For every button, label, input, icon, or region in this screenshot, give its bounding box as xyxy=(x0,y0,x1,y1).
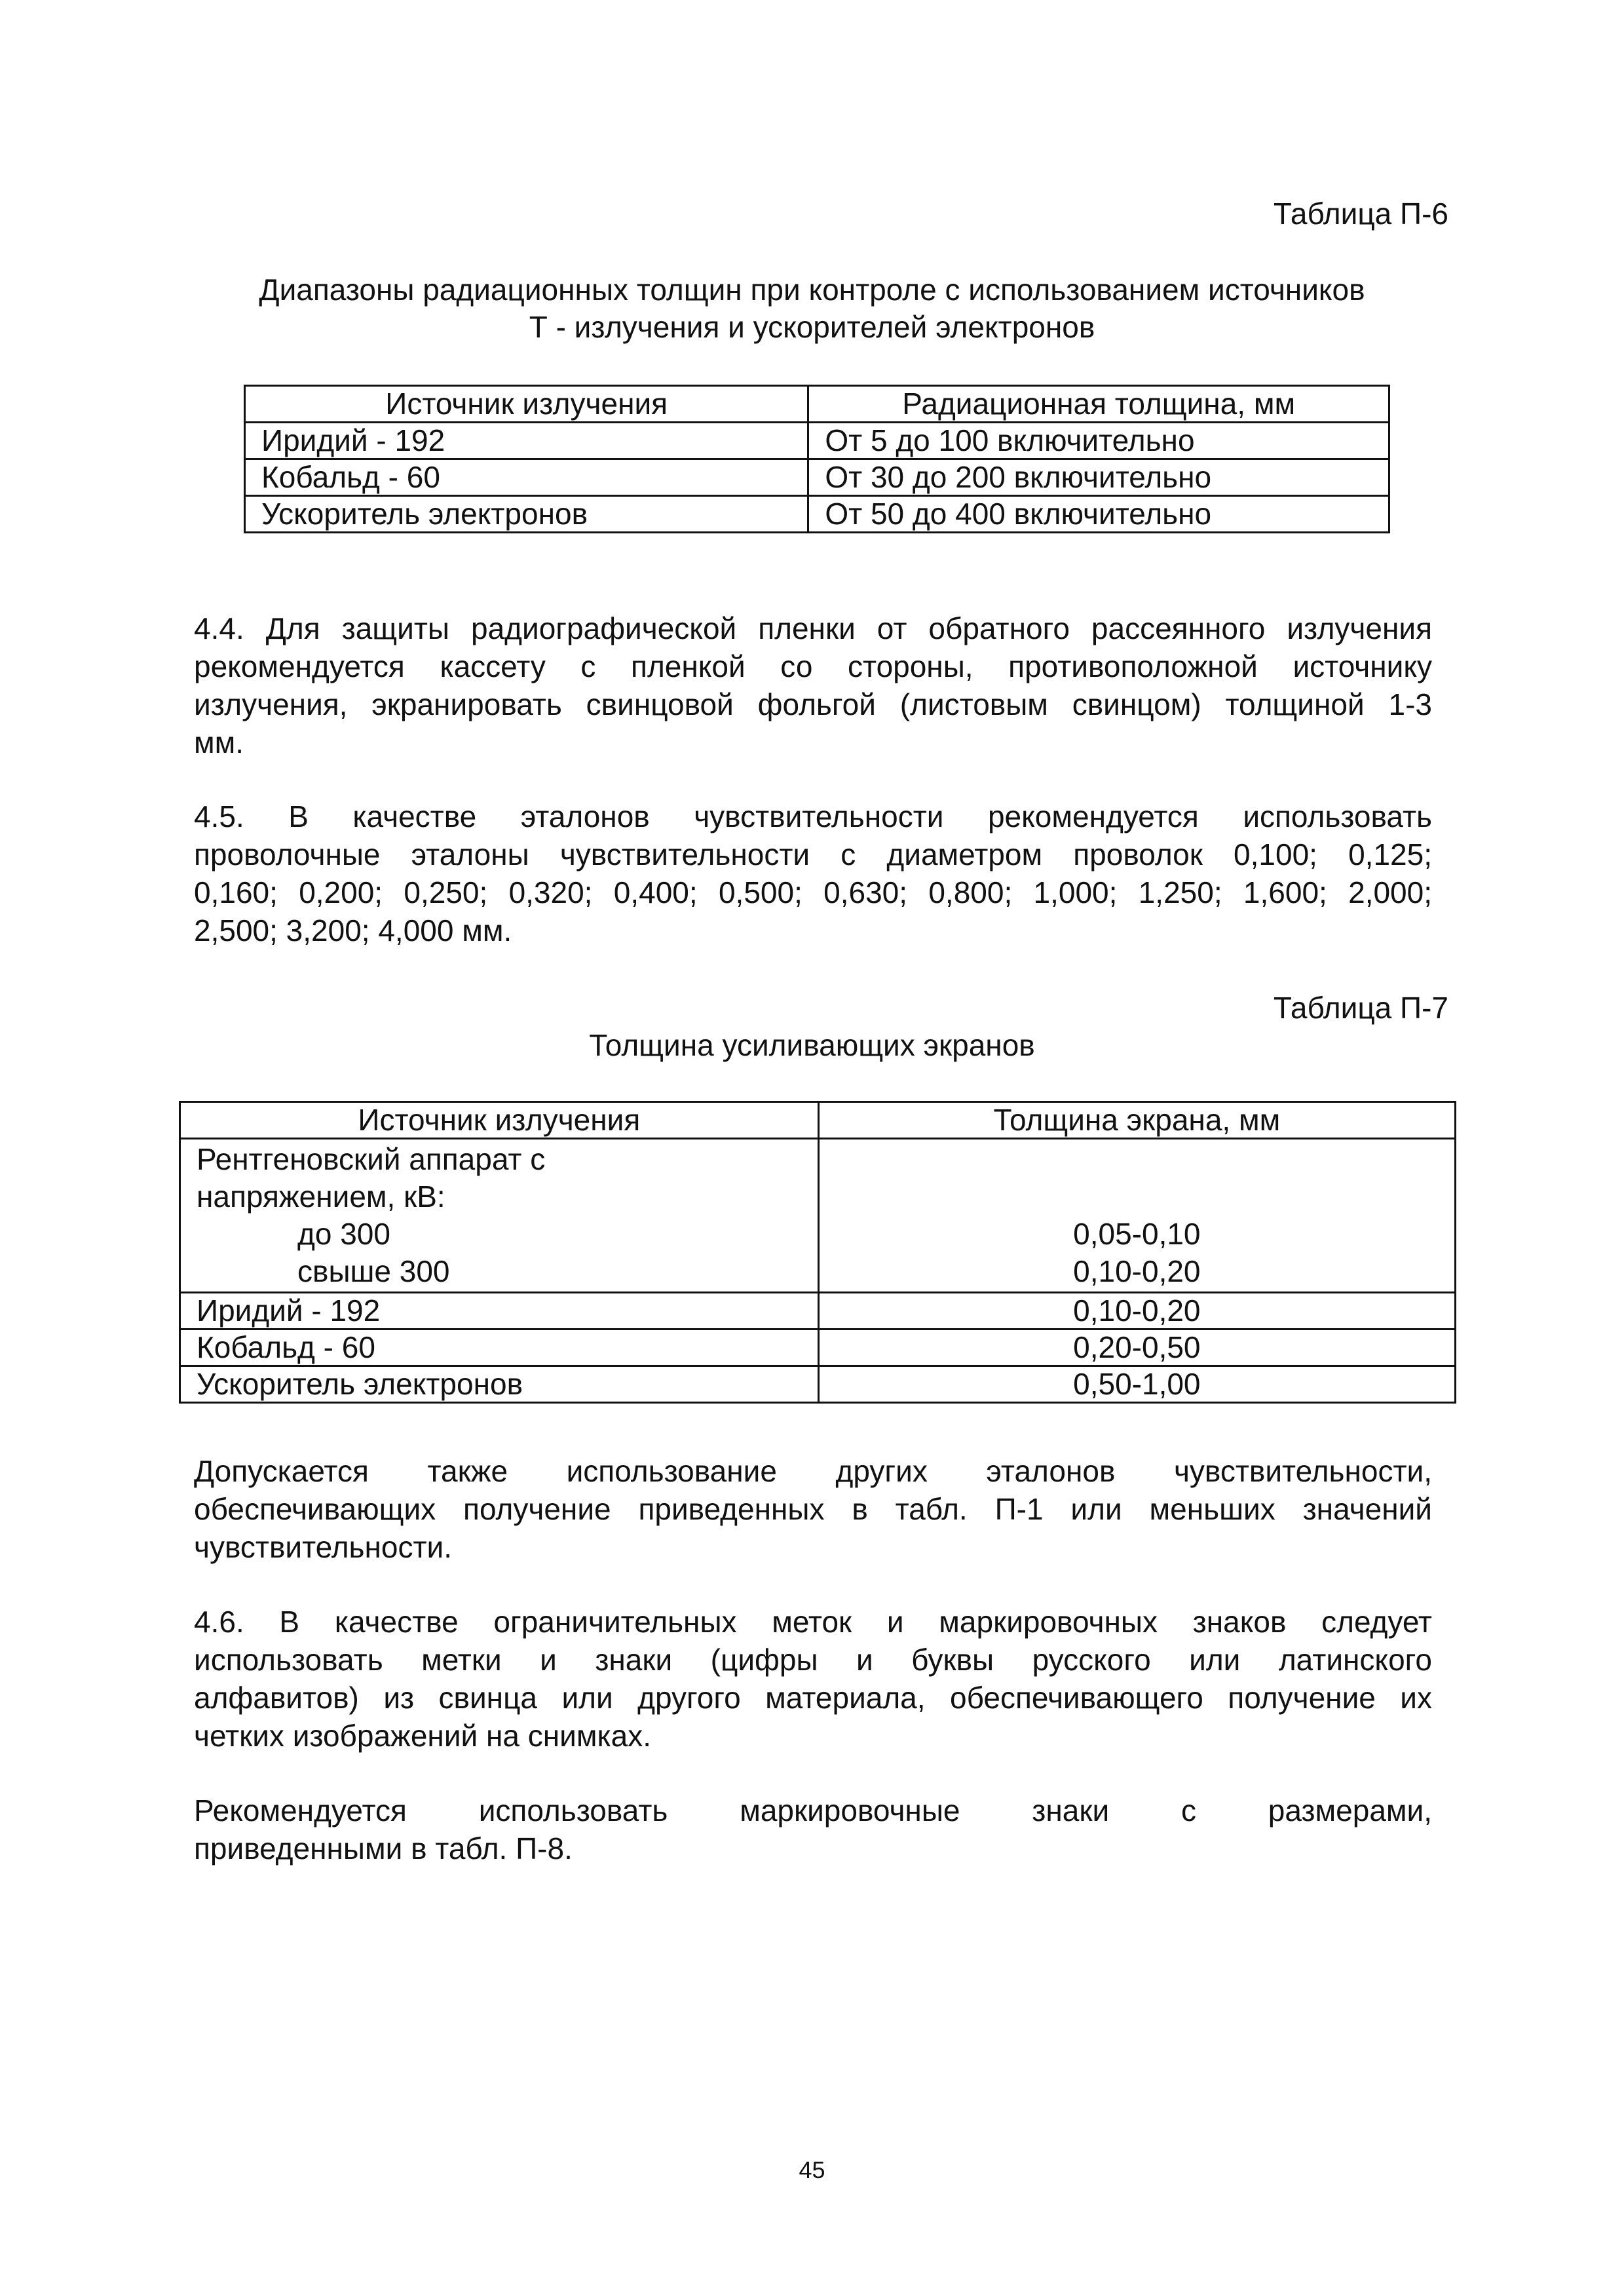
paragraph-line: 4.6. В качестве ограничительных меток и маркировочных знаков следует xyxy=(194,1605,1432,1639)
paragraph-line: алфавитов) из свинца или другого материала, обеспечивающего получение их xyxy=(194,1681,1432,1715)
table6-cell-thickness: От 5 до 100 включительно xyxy=(808,423,1389,459)
paragraph-4-4 xyxy=(194,609,1432,761)
paragraph-line: Рекомендуется использовать маркировочные знаки с размерами, xyxy=(194,1793,1432,1827)
paragraph-line: 4.4. Для защиты радиографической пленки от обратного рассеянного излучения xyxy=(194,611,1432,645)
paragraph-allowed xyxy=(194,1452,1432,1566)
table6-header-row xyxy=(245,386,1389,423)
paragraph-line: чувствительности. xyxy=(194,1530,453,1564)
table7-cell-thickness: 0,20-0,50 xyxy=(818,1330,1455,1366)
paragraph-line: обеспечивающих получение приведенных в табл. П-1 или меньших значений xyxy=(194,1492,1432,1526)
table6-cell-source: Ускоритель электронов xyxy=(245,496,808,533)
table6-cell-thickness: От 30 до 200 включительно xyxy=(808,459,1389,496)
table-row xyxy=(180,1293,1456,1330)
table7-cell-xray-thickness xyxy=(818,1139,1455,1293)
table7-header-thickness: Толщина экрана, мм xyxy=(818,1102,1455,1139)
table-row xyxy=(180,1366,1456,1403)
xray-line-2: напряжением, кВ: xyxy=(197,1179,445,1214)
table6-header-source: Источник излучения xyxy=(245,386,808,423)
table7-title-line: Толщина усиливающих экранов xyxy=(589,1028,1035,1062)
paragraph-line: Допускается также использование других эталонов чувствительности, xyxy=(194,1454,1432,1488)
paragraph-line: четких изображений на снимках. xyxy=(194,1719,651,1753)
paragraph-line: 4.5. В качестве эталонов чувствительности рекомендуется использовать xyxy=(194,799,1432,833)
table7-label: Таблица П-7 xyxy=(1273,991,1448,1025)
table6-title-line-2: Т - излучения и ускорителей электронов xyxy=(529,310,1095,344)
page-number: 45 xyxy=(799,2156,825,2183)
table7-cell-thickness: 0,50-1,00 xyxy=(818,1366,1455,1403)
paragraph-4-5 xyxy=(194,797,1432,949)
xray-sub2-value: 0,10-0,20 xyxy=(1073,1254,1201,1288)
table6-label: Таблица П-6 xyxy=(1273,197,1448,231)
table-row xyxy=(180,1139,1456,1293)
xray-sub1-value: 0,05-0,10 xyxy=(1073,1217,1201,1251)
paragraph-line: излучения, экранировать свинцовой фольгой (листовым свинцом) толщиной 1-3 xyxy=(194,687,1432,721)
table7 xyxy=(179,1101,1456,1404)
table6-cell-source: Иридий - 192 xyxy=(245,423,808,459)
xray-sub2-label: свыше 300 xyxy=(297,1254,450,1288)
table6-title-line-1: Диапазоны радиационных толщин при контроле с использованием источников xyxy=(259,273,1365,307)
paragraph-line: проволочные эталоны чувствительности с диаметром проволок 0,100; 0,125; xyxy=(194,837,1432,871)
paragraph-line: использовать метки и знаки (цифры и буквы русского или латинского xyxy=(194,1643,1432,1677)
xray-sub1-label: до 300 xyxy=(297,1217,390,1251)
table7-cell-source: Иридий - 192 xyxy=(180,1293,819,1330)
table7-cell-xray-source xyxy=(180,1139,819,1293)
table-row xyxy=(245,459,1389,496)
table-row xyxy=(245,496,1389,533)
table-row xyxy=(180,1330,1456,1366)
xray-line-1: Рентгеновский аппарат с xyxy=(197,1142,546,1176)
table6-header-thickness: Радиационная толщина, мм xyxy=(808,386,1389,423)
table7-cell-thickness: 0,10-0,20 xyxy=(818,1293,1455,1330)
table6-cell-source: Кобальд - 60 xyxy=(245,459,808,496)
paragraph-recommend xyxy=(194,1791,1432,1867)
table-row xyxy=(245,423,1389,459)
table7-header-row xyxy=(180,1102,1456,1139)
table7-title xyxy=(0,1027,1624,1064)
table7-cell-source: Ускоритель электронов xyxy=(180,1366,819,1403)
table6-cell-thickness: От 50 до 400 включительно xyxy=(808,496,1389,533)
paragraph-4-6 xyxy=(194,1603,1432,1755)
paragraph-line: рекомендуется кассету с пленкой со стороны, противоположной источнику xyxy=(194,649,1432,683)
table7-header-source: Источник излучения xyxy=(180,1102,819,1139)
table6 xyxy=(244,385,1390,533)
paragraph-line: приведенными в табл. П-8. xyxy=(194,1831,573,1866)
paragraph-line: 0,160; 0,200; 0,250; 0,320; 0,400; 0,500; 0,630; 0,800; 1,000; 1,250; 1,600; 2,000; xyxy=(194,875,1432,909)
table6-title xyxy=(0,271,1624,346)
table7-cell-source: Кобальд - 60 xyxy=(180,1330,819,1366)
paragraph-line: 2,500; 3,200; 4,000 мм. xyxy=(194,913,512,947)
paragraph-line: мм. xyxy=(194,725,244,759)
